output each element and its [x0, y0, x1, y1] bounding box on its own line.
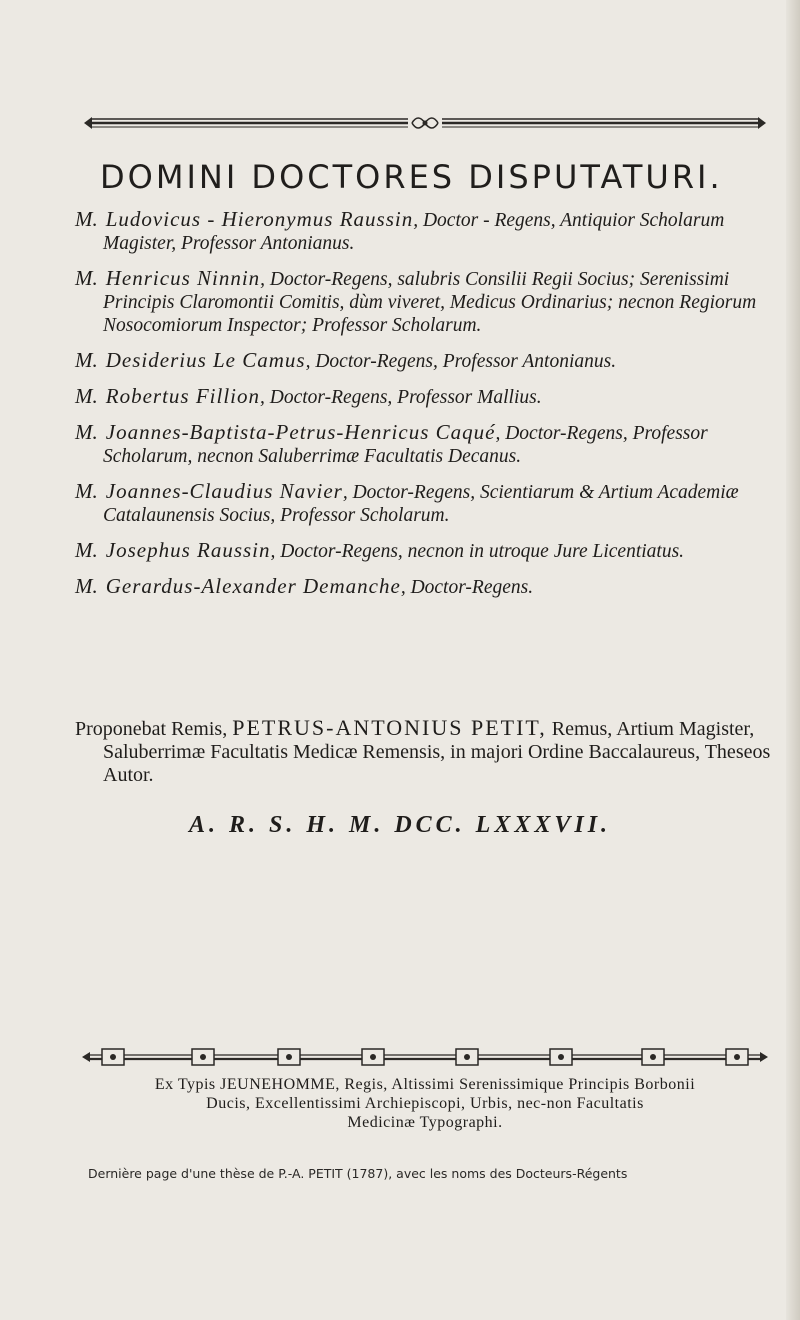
doctor-entry-8: M. Gerardus-Alexander Demanche, Doctor-Regens. — [75, 574, 534, 598]
doctor-name: Desiderius Le Camus — [105, 348, 306, 372]
doctor-titles: , Doctor-Regens, Professor Antonianus. — [305, 351, 617, 372]
doctor-name: Joannes-Claudius Navier — [105, 479, 343, 503]
doctors-list — [75, 208, 785, 611]
page-heading: DOMINI DOCTORES DISPUTATURI. — [100, 158, 723, 196]
doctor-entry-1: M. Ludovicus - Hieronymus Raussin, Doctor - Regens, Antiquior Scholarum Magister, Professor Antonianus. — [75, 207, 725, 254]
proposal-paragraph: Proponebat Remis, PETRUS-ANTONIUS PETIT, Remus, Artium Magister, Saluberrimæ Facultatis Medicæ Remensis, in majori Ordine Baccalaureus, Theseos Autor. — [75, 715, 771, 786]
doctor-titles: , Doctor-Regens, Professor Scholarum, necnon Saluberrimæ Facultatis Decanus. — [103, 423, 708, 467]
caption-note: Dernière page d'une thèse de P.-A. PETIT (1787), avec les noms des Docteurs-Régents — [88, 1166, 628, 1181]
printer-imprint: Ex Typis JEUNEHOMME, Regis, Altissimi Serenissimique Principis Borbonii Ducis, Excellentissimi Archiepiscopi, Urbis, nec-non Facultatis Medicinæ Typographi. — [154, 1076, 696, 1131]
doctor-name: Joannes-Baptista-Petrus-Henricus Caqué — [105, 420, 496, 444]
doctor-name: Ludovicus - Hieronymus Raussin — [105, 207, 414, 231]
doctor-entry-4: M. Robertus Fillion, Doctor-Regens, Professor Mallius. — [75, 384, 542, 408]
top-ornament-rule — [80, 112, 770, 134]
thesis-author: PETRUS-ANTONIUS PETIT, — [232, 715, 547, 740]
doctor-entry-2: M. Henricus Ninnin, Doctor-Regens, salubris Consilii Regii Socius; Serenissimi Principis Claromontii Comitis, dùm viveret, Medicus Ordinarius; necnon Regiorum Nosocomiorum Inspector; Professor Scholarum. — [75, 266, 757, 336]
doctor-name: Henricus Ninnin — [105, 266, 261, 290]
doctor-name: Robertus Fillion — [105, 384, 260, 408]
page-edge — [786, 0, 800, 1320]
bottom-ornament-rule — [80, 1046, 770, 1068]
doctor-name: Gerardus-Alexander Demanche — [105, 574, 401, 598]
doctor-titles: , Doctor-Regens, Professor Mallius. — [260, 387, 542, 408]
doctor-titles: , Doctor-Regens, Scientiarum & Artium Academiæ Catalaunensis Socius, Professor Scholarum. — [103, 482, 739, 526]
doctor-titles: , Doctor-Regens, salubris Consilii Regii Socius; Serenissimi Principis Claromontii Comitis, dùm viveret, Medicus Ordinarius; necnon Regiorum Nosocomiorum Inspector; Professor Scholarum. — [103, 269, 757, 336]
doctor-name: Josephus Raussin — [105, 538, 271, 562]
doctor-titles: , Doctor-Regens, necnon in utroque Jure Licentiatus. — [270, 541, 685, 562]
doctor-entry-3: M. Desiderius Le Camus, Doctor-Regens, Professor Antonianus. — [75, 348, 617, 372]
doctor-entry-6: M. Joannes-Claudius Navier, Doctor-Regens, Scientiarum & Artium Academiæ Catalaunensis Socius, Professor Scholarum. — [75, 479, 739, 526]
doctor-entry-7: M. Josephus Raussin, Doctor-Regens, necnon in utroque Jure Licentiatus. — [75, 538, 685, 562]
date-line: A. R. S. H. M. DCC. LXXXVII. — [188, 812, 612, 838]
doctor-entry-5: M. Joannes-Baptista-Petrus-Henricus Caqué, Doctor-Regens, Professor Scholarum, necnon Saluberrimæ Facultatis Decanus. — [75, 420, 708, 467]
doctor-titles: , Doctor-Regens. — [400, 577, 534, 598]
doctor-titles: , Doctor - Regens, Antiquior Scholarum Magister, Professor Antonianus. — [103, 210, 725, 254]
